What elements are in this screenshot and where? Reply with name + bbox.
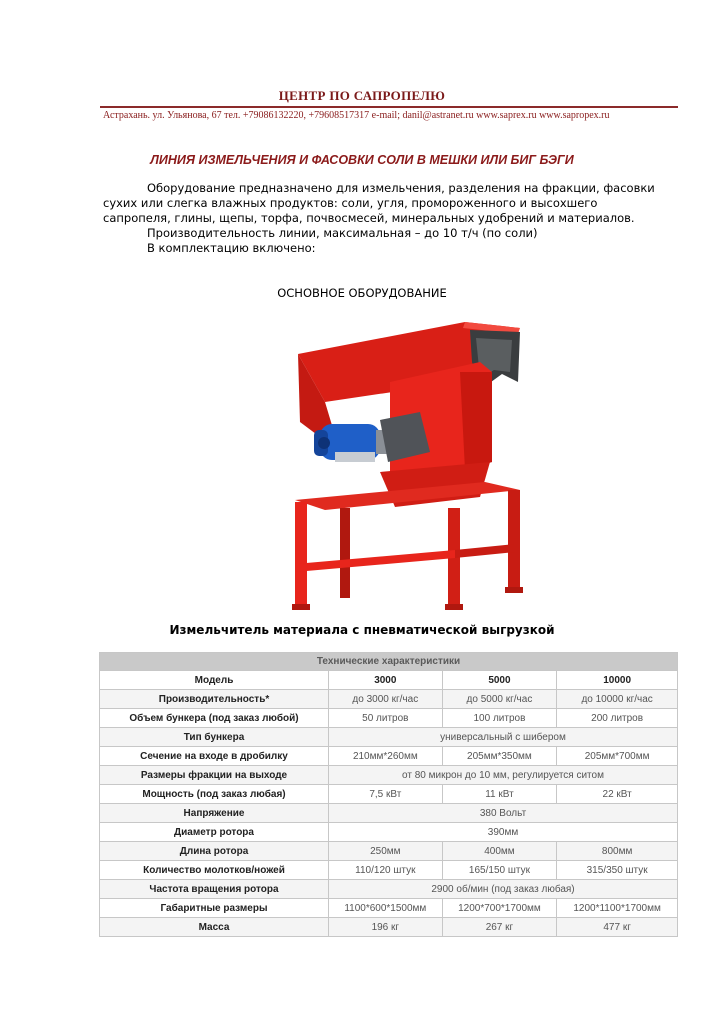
- spec-value: 1100*600*1500мм: [329, 899, 443, 918]
- spec-value-merged: 2900 об/мин (под заказ любая): [329, 880, 678, 899]
- model-5000: 5000: [442, 671, 557, 690]
- spec-value: до 5000 кг/час: [442, 690, 557, 709]
- model-10000: 10000: [557, 671, 678, 690]
- frame-leg: [295, 502, 307, 607]
- model-label: Модель: [100, 671, 329, 690]
- spec-value: 11 кВт: [442, 785, 557, 804]
- model-header-row: [100, 671, 678, 690]
- spec-value: 50 литров: [329, 709, 443, 728]
- spec-value-merged: универсальный с шибером: [329, 728, 678, 747]
- spec-row: [100, 861, 678, 880]
- spec-value: 210мм*260мм: [329, 747, 443, 766]
- spec-row: [100, 880, 678, 899]
- spec-row: [100, 690, 678, 709]
- crusher-machine-image: [280, 312, 530, 617]
- paragraph-capacity: Производительность линии, максимальная – до 10 т/ч (по соли): [147, 226, 538, 240]
- spec-value: 7,5 кВт: [329, 785, 443, 804]
- spec-value: 800мм: [557, 842, 678, 861]
- paragraph-purpose: Оборудование предназначено для измельчения, разделения на фракции, фасовки сухих или слегка влажных продуктов: соли, угля, промороженного и высохшего сапропеля, глины, щепы, торфа, почвосмесей, минеральных удобрений и материалов.: [103, 181, 655, 225]
- spec-label: Длина ротора: [100, 842, 329, 861]
- organization-title: ЦЕНТР ПО САПРОПЕЛЮ: [278, 88, 446, 103]
- spec-label: Количество молотков/ножей: [100, 861, 329, 880]
- spec-value-merged: 380 Вольт: [329, 804, 678, 823]
- spec-value: 110/120 штук: [329, 861, 443, 880]
- spec-label: Производительность*: [100, 690, 329, 709]
- spec-value: 1200*700*1700мм: [442, 899, 557, 918]
- spec-value-merged: от 80 микрон до 10 мм, регулируется ситом: [329, 766, 678, 785]
- spec-label: Габаритные размеры: [100, 899, 329, 918]
- spec-label: Тип бункера: [100, 728, 329, 747]
- description: [103, 181, 663, 256]
- spec-value: до 3000 кг/час: [329, 690, 443, 709]
- section-heading: ОСНОВНОЕ ОБОРУДОВАНИЕ: [277, 286, 447, 300]
- spec-label: Частота вращения ротора: [100, 880, 329, 899]
- specs-caption: Технические характеристики: [100, 653, 678, 671]
- document-title: ЛИНИЯ ИЗМЕЛЬЧЕНИЯ И ФАСОВКИ СОЛИ В МЕШКИ ИЛИ БИГ БЭГИ: [150, 153, 574, 167]
- image-caption: Измельчитель материала с пневматической выгрузкой: [169, 623, 555, 637]
- spec-value: 1200*1100*1700мм: [557, 899, 678, 918]
- frame-leg: [508, 490, 520, 590]
- spec-row: [100, 823, 678, 842]
- model-3000: 3000: [329, 671, 443, 690]
- frame-bottom-rail: [295, 550, 455, 572]
- spec-value: 165/150 штук: [442, 861, 557, 880]
- paragraph-contents: В комплектацию включено:: [147, 241, 316, 255]
- spec-label: Масса: [100, 918, 329, 937]
- contact-line: Астрахань. ул. Ульянова, 67 тел. +79086132220, +79608517317 e-mail; danil@astranet.ru www.saprex.ru www.sapropex.ru: [103, 110, 610, 121]
- spec-label: Напряжение: [100, 804, 329, 823]
- spec-label: Объем бункера (под заказ любой): [100, 709, 329, 728]
- spec-value: 315/350 штук: [557, 861, 678, 880]
- spec-value: 200 литров: [557, 709, 678, 728]
- spec-value: 205мм*350мм: [442, 747, 557, 766]
- spec-row: [100, 785, 678, 804]
- spec-value: 400мм: [442, 842, 557, 861]
- spec-label: Диаметр ротора: [100, 823, 329, 842]
- frame-leg: [340, 508, 350, 598]
- spec-value: 250мм: [329, 842, 443, 861]
- header-divider: [100, 106, 678, 108]
- spec-value-merged: 390мм: [329, 823, 678, 842]
- spec-value: 205мм*700мм: [557, 747, 678, 766]
- spec-value: до 10000 кг/час: [557, 690, 678, 709]
- spec-label: Мощность (под заказ любая): [100, 785, 329, 804]
- spec-row: [100, 709, 678, 728]
- spec-label: Сечение на входе в дробилку: [100, 747, 329, 766]
- spec-value: 22 кВт: [557, 785, 678, 804]
- spec-row: [100, 899, 678, 918]
- spec-row: [100, 728, 678, 747]
- spec-value: 196 кг: [329, 918, 443, 937]
- spec-row: [100, 804, 678, 823]
- specs-table: [99, 652, 678, 937]
- spec-value: 477 кг: [557, 918, 678, 937]
- spec-row: [100, 842, 678, 861]
- spec-value: 267 кг: [442, 918, 557, 937]
- spec-row: [100, 766, 678, 785]
- specs-caption-row: [100, 653, 678, 671]
- spec-row: [100, 747, 678, 766]
- spec-label: Размеры фракции на выходе: [100, 766, 329, 785]
- spec-value: 100 литров: [442, 709, 557, 728]
- spec-row: [100, 918, 678, 937]
